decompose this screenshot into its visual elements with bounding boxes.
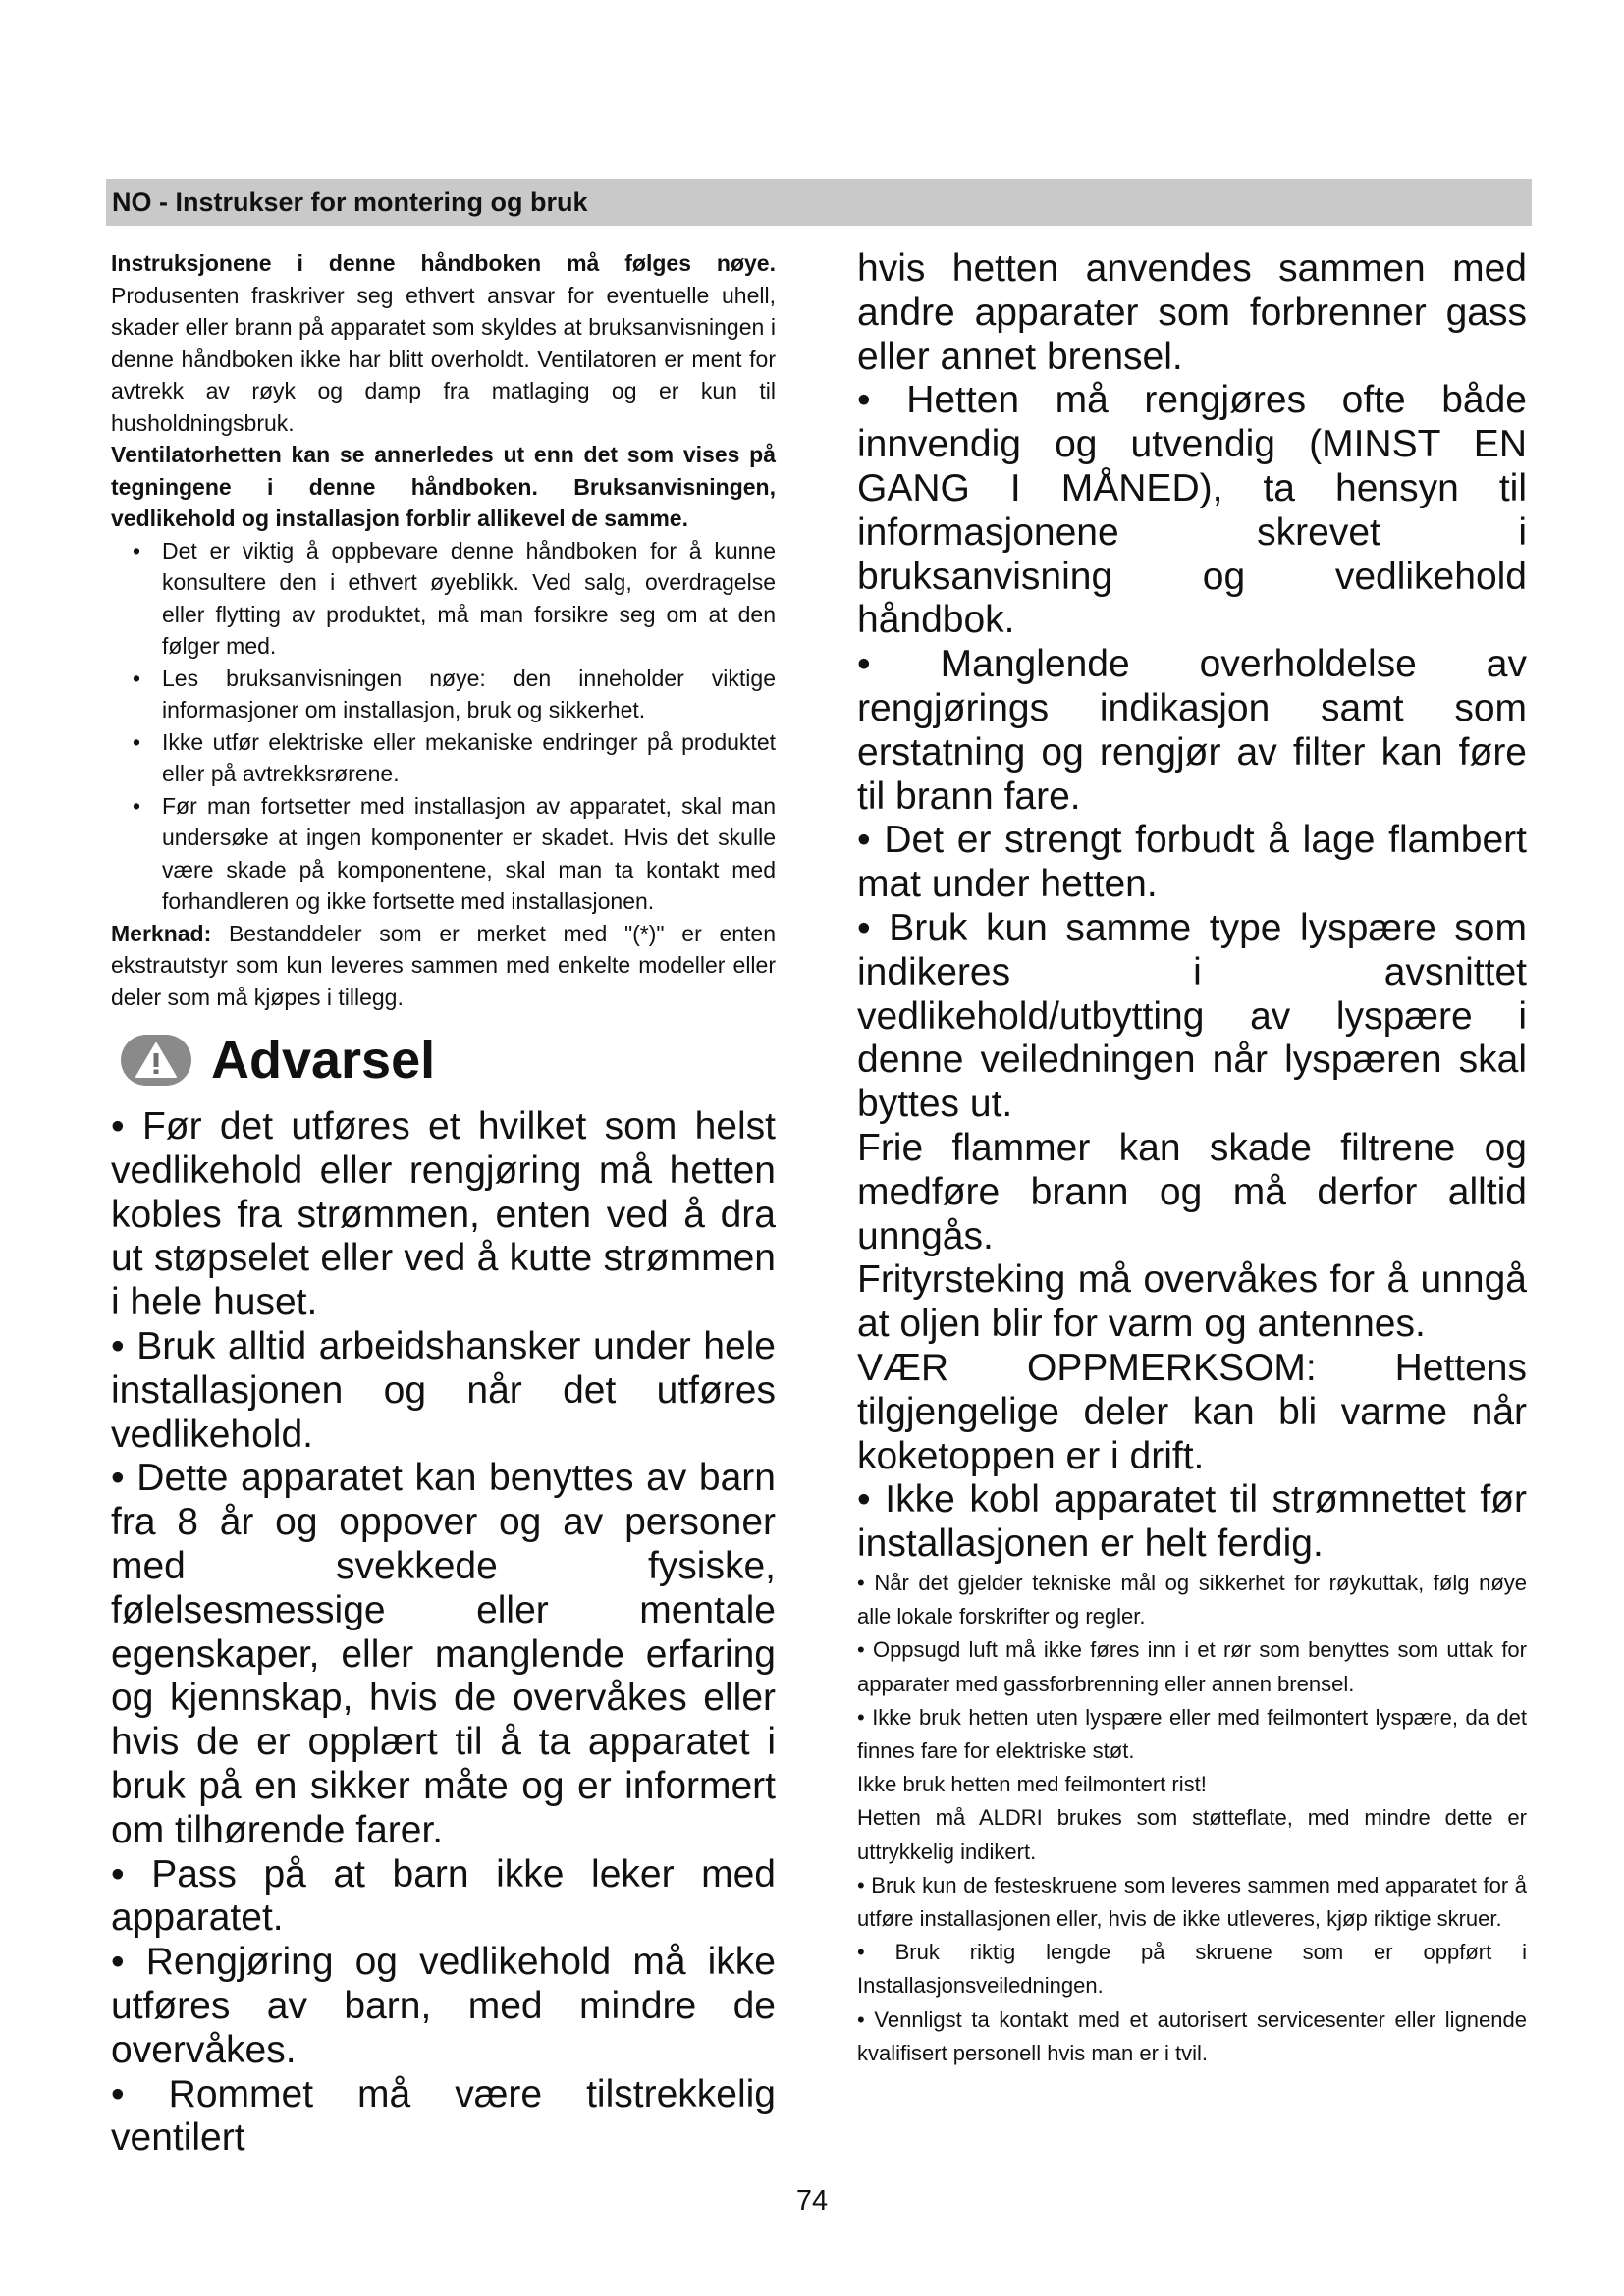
appearance-notice-text: Ventilatorhetten kan se annerledes ut enn det som vises på tegningene i denne håndboken. Bruksanvisningen, vedlikehold og installasjon forblir allikevel de samme.	[111, 442, 776, 531]
bullet-text: Det er viktig å oppbevare denne håndboken for å kunne konsultere den i ethvert øyeblikk. Ved salg, overdragelse eller flytting av produktet, må man forsikre seg om at den følger med.	[162, 537, 776, 659]
safety-item: • Når det gjelder tekniske mål og sikkerhet for røykuttak, følg nøye alle lokale forskrifter og regler.	[857, 1570, 1527, 1629]
note-label: Merknad:	[111, 920, 212, 946]
warning-item: • Pass på at barn ikke leker med apparatet.	[111, 1852, 776, 1940]
bullet-dot: •	[133, 792, 141, 819]
warning-item: • Før det utføres et hvilket som helst vedlikehold eller rengjøring må hetten kobles fra strømmen, enten ved å dra ut støpselet eller ved å kutte strømmen i hele huset.	[111, 1105, 776, 1324]
warning-item: • Dette apparatet kan benyttes av barn fra 8 år og oppover og av personer med svekkede fysiske, følelsesmessige eller mentale egenskaper, eller manglende erfaring og kjennskap, hvis de overvåkes eller hvis de er opplært til å ta apparatet i bruk på en sikker måte og er informert om tilhørende farer.	[111, 1457, 776, 1851]
safety-item: Hetten må ALDRI brukes som støtteflate, med mindre dette er uttrykkelig indikert.	[857, 1805, 1527, 1864]
warning-item: • Hetten må rengjøres ofte både innvendig og utvendig (MINST EN GANG I MÅNED), ta hensyn til informasjonene skrevet i bruksanvisning og vedlikehold håndbok.	[857, 379, 1527, 642]
warning-item: • Det er strengt forbudt å lage flambert mat under hetten.	[857, 819, 1527, 906]
safety-item: • Vennligst ta kontakt med et autorisert servicesenter eller lignende kvalifisert personell hvis man er i tvil.	[857, 2006, 1527, 2065]
page-number: 74	[795, 2185, 829, 2216]
warning-item: VÆR OPPMERKSOM: Hettens tilgjengelige deler kan bli varme når koketoppen er i drift.	[857, 1346, 1527, 1477]
left-column	[111, 247, 776, 2161]
note-paragraph	[111, 918, 776, 1014]
warning-item: • Bruk alltid arbeidshansker under hele installasjonen og når det utføres vedlikehold.	[111, 1324, 776, 1456]
intro-bold-text: Instruksjonene i denne håndboken må følges nøye.	[111, 250, 776, 276]
right-column	[857, 247, 1527, 2070]
warning-triangle-icon	[121, 1035, 191, 1086]
safety-item: • Oppsugd luft må ikke føres inn i et rør som benyttes som uttak for apparater med gassforbrenning eller annen brensel.	[857, 1637, 1527, 1696]
bullet-text: Ikke utfør elektriske eller mekaniske endringer på produktet eller på avtrekksrørene.	[162, 728, 776, 786]
bullet-dot: •	[133, 537, 141, 563]
warning-item: Frityrsteking må overvåkes for å unngå at oljen blir for varm og antennes.	[857, 1258, 1527, 1346]
note-text: Bestanddeler som er merket med "(*)" er enten ekstrautstyr som kun leveres sammen med enkelte modeller eller deler som må kjøpes i tillegg.	[111, 920, 777, 1010]
bullet-item	[111, 790, 776, 918]
warning-item: • Rommet må være tilstrekkelig ventilert	[111, 2072, 776, 2160]
safety-item: • Ikke bruk hetten uten lyspære eller med feilmontert lyspære, da det finnes fare for elektriske støt.	[857, 1704, 1527, 1763]
bullet-item	[111, 535, 776, 663]
warning-item: hvis hetten anvendes sammen med andre apparater som forbrenner gass eller annet brensel.	[857, 247, 1527, 378]
bullet-item	[111, 663, 776, 726]
bullet-dot: •	[133, 728, 141, 755]
warning-heading	[111, 1019, 776, 1101]
warning-item: Frie flammer kan skade filtrene og medføre brann og må derfor alltid unngås.	[857, 1126, 1527, 1257]
safety-item: • Bruk riktig lengde på skruene som er oppført i Installasjonsveiledningen.	[857, 1940, 1527, 1999]
section-header-bar	[106, 179, 1532, 226]
safety-item: • Bruk kun de festeskruene som leveres sammen med apparatet for å utføre installasjonen eller, hvis de ikke utleveres, kjøp riktige skruer.	[857, 1872, 1527, 1931]
section-title: NO - Instrukser for montering og bruk	[112, 187, 588, 217]
warning-item: • Bruk kun samme type lyspære som indikeres i avsnittet vedlikehold/utbytting av lyspære i denne veiledningen når lyspæren skal byttes ut.	[857, 906, 1527, 1126]
bullet-text: Før man fortsetter med installasjon av apparatet, skal man undersøke at ingen komponenter er skadet. Hvis det skulle være skade på komponentene, skal man ta kontakt med forhandleren og ikke fortsette med installasjonen.	[162, 792, 776, 914]
intro-paragraph	[111, 247, 776, 439]
warning-item: • Manglende overholdelse av rengjørings indikasjon samt som erstatning og rengjør av filter kan føre til brann fare.	[857, 643, 1527, 818]
warning-title: Advarsel	[211, 1031, 436, 1090]
warning-item: • Rengjøring og vedlikehold må ikke utføres av barn, med mindre de overvåkes.	[111, 1941, 776, 2071]
safety-item: Ikke bruk hetten med feilmontert rist!	[857, 1772, 1207, 1797]
bullet-item	[111, 726, 776, 790]
bullet-text: Les bruksanvisningen nøye: den inneholder viktige informasjoner om installasjon, bruk og sikkerhet.	[162, 665, 776, 722]
bullet-dot: •	[133, 665, 141, 691]
intro-text: Produsenten fraskriver seg ethvert ansvar for eventuelle uhell, skader eller brann på apparatet som skyldes at bruksanvisningen i denne håndboken ikke har blitt overholdt. Ventilatoren er ment for avtrekk av røyk og damp fra matlaging og er kun til husholdningsbruk.	[111, 282, 776, 436]
appearance-notice	[111, 439, 776, 535]
warning-item: • Ikke kobl apparatet til strømnettet før installasjonen er helt ferdig.	[857, 1478, 1527, 1566]
